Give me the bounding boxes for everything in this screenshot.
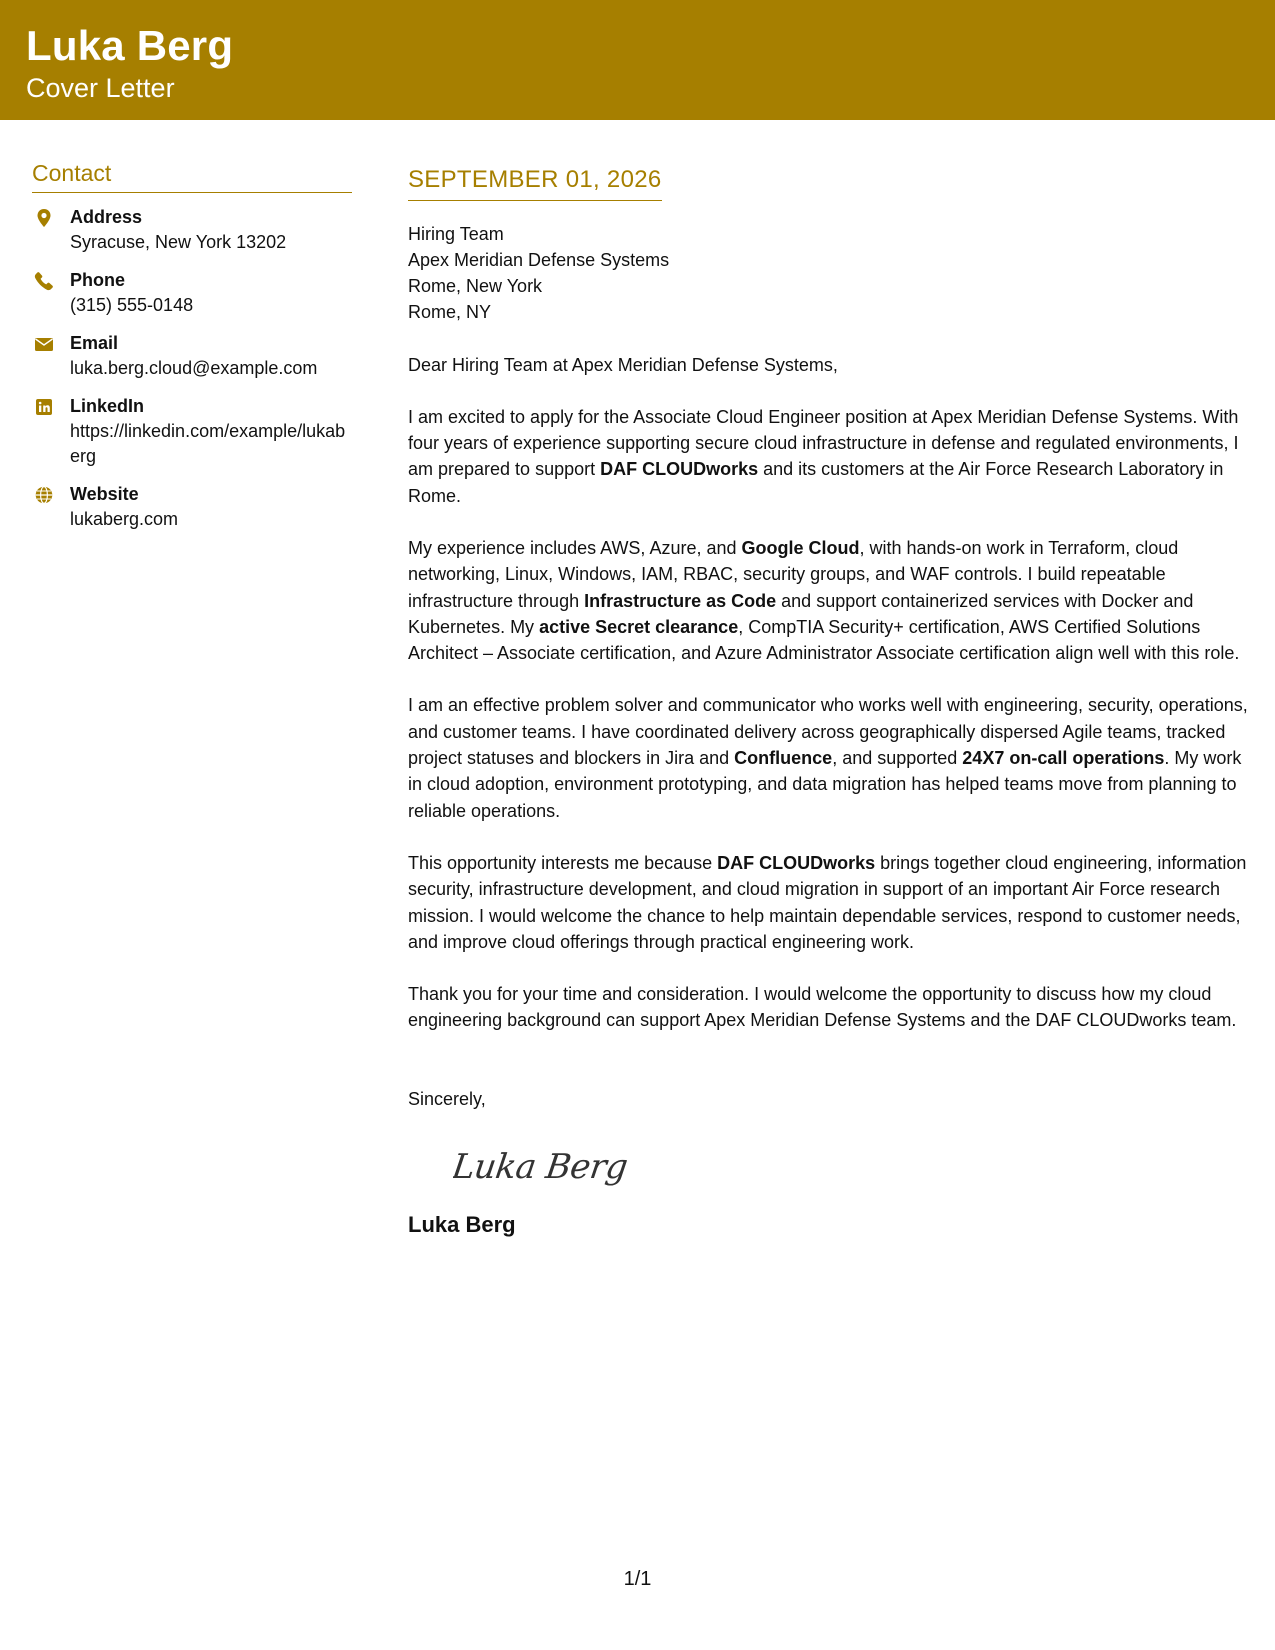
contact-item-phone [32,268,352,318]
contact-sidebar [32,160,352,545]
paragraph-text: I am an effective problem solver and communicator who works well with engineering, security, operations, and customer teams. I have coordinated delivery across geographically dispersed Agile teams, tracked project statuses and blockers in Jira and [408,695,1248,769]
recipient-line: Hiring Team [408,223,504,244]
contact-list [32,205,352,532]
envelope-icon [34,334,54,354]
contact-section-title: Contact [32,160,352,193]
letter-paragraphs [408,404,1248,1034]
emphasized-text: Confluence [734,748,833,769]
contact-value: https://linkedin.com/example/lukaberg [70,420,346,466]
closing: Sincerely, [408,1088,486,1109]
contact-item-linkedin [32,394,352,469]
letter-paragraph [408,692,1248,823]
letter-paragraph [408,535,1248,666]
salutation: Dear Hiring Team at Apex Meridian Defense Systems, [408,354,838,375]
handwritten-signature [453,1134,633,1194]
contact-value: lukaberg.com [70,508,179,529]
applicant-name: Luka Berg [26,22,234,69]
document-subtitle: Cover Letter [26,73,175,103]
letter-body [408,166,1248,1239]
paragraph-text: My experience includes AWS, Azure, and [408,537,742,558]
contact-item-address [32,205,352,255]
page-number: 1/1 [623,1568,652,1590]
recipient-block [408,221,1248,325]
map-pin-icon [34,208,54,228]
signer-name: Luka Berg [408,1211,516,1237]
contact-label: Phone [70,269,126,290]
contact-label: Address [70,206,143,227]
emphasized-text: DAF CLOUDworks [600,459,759,480]
contact-item-website [32,482,352,532]
paragraph-text: brings together cloud engineering, information security, infrastructure development, and cloud migration in support of an important Air Force research mission. I would welcome the chance to help maintain dependable services, respond to customer needs, and improve cloud offerings through practical engineering work. [408,852,1247,952]
letter-paragraph [408,850,1248,955]
recipient-line: Rome, New York [408,275,543,296]
phone-icon [34,271,54,291]
contact-value: (315) 555-0148 [70,294,194,315]
paragraph-text: I am excited to apply for the Associate Cloud Engineer position at Apex Meridian Defense Systems. With four years of experience supporting secure cloud infrastructure in defense and regulated environments, I am prepared to support [408,406,1239,480]
paragraph-text: Thank you for your time and consideration. I would welcome the opportunity to discuss how my cloud engineering background can support Apex Meridian Defense Systems and the DAF CLOUDworks team. [408,984,1237,1031]
emphasized-text: active Secret clearance [539,616,739,637]
contact-item-email [32,331,352,381]
paragraph-text: and support containerized services with Docker and Kubernetes. My [408,590,1194,637]
linkedin-icon [34,397,54,417]
contact-label: Email [70,332,119,353]
recipient-line: Apex Meridian Defense Systems [408,249,670,270]
paragraph-text: , with hands-on work in Terraform, cloud networking, Linux, Windows, IAM, RBAC, security groups, and WAF controls. I build repeatable infrastructure through [408,537,1179,611]
contact-label: LinkedIn [70,395,145,416]
emphasized-text: Google Cloud [741,537,860,558]
paragraph-text: . My work in cloud adoption, environment prototyping, and data migration has helped teams move from planning to reliable operations. [408,748,1242,821]
letter-paragraph [408,981,1248,1034]
emphasized-text: 24X7 on-call operations [962,748,1165,769]
paragraph-text: , and supported [832,748,963,769]
emphasized-text: Infrastructure as Code [584,590,777,611]
contact-value: luka.berg.cloud@example.com [70,357,318,378]
contact-label: Website [70,483,139,504]
paragraph-text: , CompTIA Security+ certification, AWS Certified Solutions Architect – Associate certification, and Azure Administrator Associate certification align well with this role. [408,616,1240,664]
paragraph-text: This opportunity interests me because [408,852,718,873]
recipient-line: Rome, NY [408,301,492,322]
contact-value: Syracuse, New York 13202 [70,231,287,252]
letter-paragraph [408,404,1248,509]
letter-date: SEPTEMBER 01, 2026 [408,166,662,201]
emphasized-text: DAF CLOUDworks [717,852,876,873]
paragraph-text: and its customers at the Air Force Research Laboratory in Rome. [408,459,1224,506]
svg-text:Luka Berg: Luka Berg [453,1146,630,1187]
globe-icon [34,485,54,505]
header-banner [0,0,1275,120]
